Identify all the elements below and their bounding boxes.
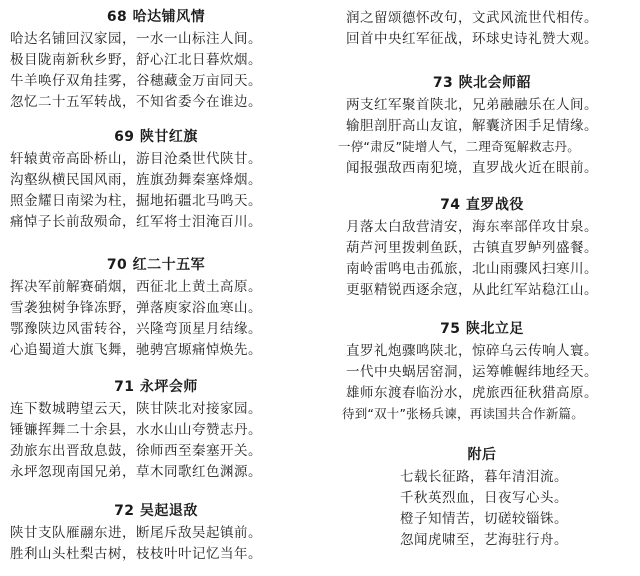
poem-line: 更驱精锐西逐余寇，从此红军站稳江山。 [346,282,598,298]
poem-line: 极目陇南新秋乡野，舒心江北日暮炊烟。 [10,52,262,68]
poem-line: 劲旅东出晋敌息鼓，徐师西至秦塞开关。 [10,443,262,459]
poem-line: 鄂豫陕边风雷转谷，兴隆弯顶星月结缘。 [10,321,262,337]
poem-title: 68 哈达铺风情 [106,9,206,25]
poem-line: 忽忆二十五军转战，不知省委今在谁边。 [10,94,262,110]
poem-line: 痛悼子长前敌殒命，红军将士泪淹百川。 [10,214,262,230]
poem-line: 心追蜀道大旗飞舞，驰骋宫塬痛悼焕先。 [10,342,262,358]
poem-title: 74 直罗战役 [440,197,524,213]
poem-line: 月落太白敌营清安，海东率部佯攻甘泉。 [346,219,598,235]
poem-line: 直罗礼炮骤鸣陕北，惊碎乌云传响人寰。 [346,343,598,359]
poem-line: 连下数城聘望云天，陕甘陕北对接家园。 [10,401,262,417]
poem-title: 69 陕甘红旗 [114,129,198,145]
poem-line: 一代中央蜗居窑洞，运筹帷幄纬地经天。 [346,364,598,380]
poem-line: 雄师东渡春临汾水，虎旅西征秋猎高原。 [346,385,598,401]
poem-line: 牛羊唤仔双角挂雾，谷穗藏金万亩同天。 [10,73,262,89]
poem-line: 挥决军前解赛硝烟，西征北上黄土高原。 [10,279,262,295]
poem-title: 70 红二十五军 [106,257,206,273]
poem-line: 待到“双十”张杨兵谏，再读国共合作新篇。 [342,406,584,421]
poem-line: 永坪忽现南国兄弟，草木同歌红色渊源。 [10,464,262,480]
poem-line: 南岭雷鸣电击孤旅，北山雨骤风扫寒川。 [346,261,598,277]
poem-line: 润之留颂德怀改句，文武风流世代相传。 [346,10,598,26]
poem-line: 雪袭独树争锋冻野，弹落庾家浴血寒山。 [10,300,262,316]
poem-line: 锤镰挥舞二十余县，水水山山夸赞志丹。 [10,422,262,438]
poem-title: 72 吴起退敌 [114,503,198,519]
poem-line: 沟壑纵横民国风雨，旌旗劲舞秦塞烽烟。 [10,172,262,188]
poem-title: 71 永坪会师 [114,379,198,395]
poem-line: 陕甘支队雁翮东进，断尾斥敌吴起镇前。 [10,525,262,541]
poem-line: 两支红军聚首陕北，兄弟融融乐在人间。 [346,97,598,113]
poem-line: 照金耀日南梁为柱，掘地拓疆北马鸣天。 [10,193,262,209]
poem-line: 橙子知情苦，切磋较锱铢。 [400,511,568,527]
poem-line: 一停“肃反”陡增人气，二理奇冤解救志丹。 [338,139,580,154]
poem-title: 73 陕北会师韶 [432,75,532,91]
poem-line: 胜利山头杜梨古树，枝枝叶叶记忆当年。 [10,546,262,562]
poem-title: 附后 [467,447,497,463]
poem-line: 千秋英烈血，日夜写心头。 [400,490,568,506]
poem-line: 七载长征路，暮年清泪流。 [400,469,568,485]
poem-line: 闻报强敌西南犯境，直罗战火近在眼前。 [346,160,598,176]
poem-line: 哈达名铺回汉家园，一水一山标注人间。 [10,31,262,47]
poem-line: 回首中央红军征战，环球史诗礼赞大观。 [346,31,598,47]
poem-line: 输胆剖肝高山友谊，解囊济困手足情缘。 [346,118,598,134]
poem-line: 忽闻虎啸至，艺海驻行舟。 [400,532,568,548]
poem-line: 葫芦河里拨剌鱼跃，古镇直罗鲈列盛餐。 [346,240,598,256]
poem-line: 轩辕黄帝高卧桥山，游目沧桑世代陕甘。 [10,151,262,167]
poem-title: 75 陕北立足 [440,321,524,337]
